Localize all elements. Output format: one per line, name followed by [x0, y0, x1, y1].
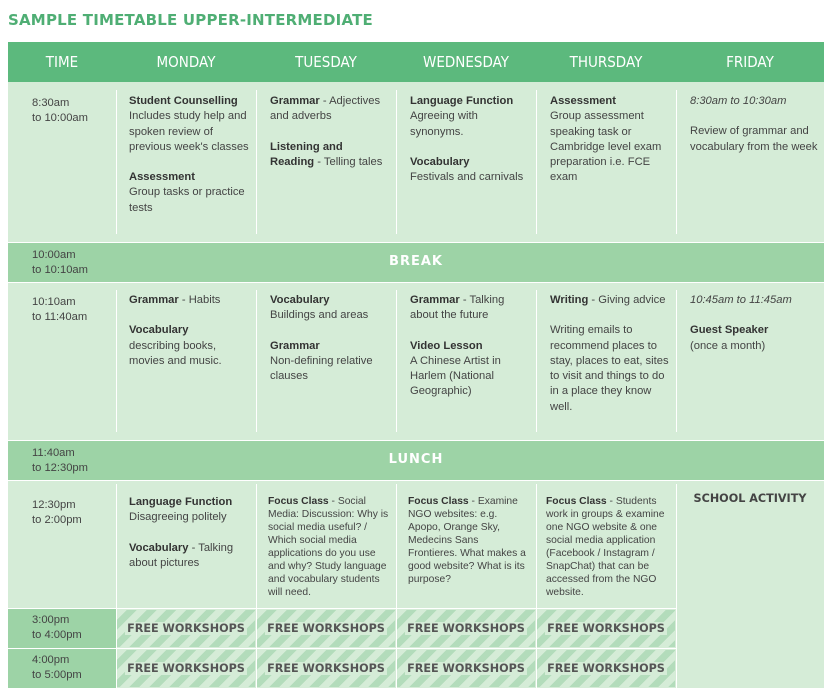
lunch-label: LUNCH — [388, 452, 444, 467]
slot1-friday: 8:30am to 10:30am Review of grammar and vocabulary from the week — [690, 95, 818, 153]
slot2-monday: Grammar - Habits Vocabulary describing books, movies and music. — [129, 294, 222, 367]
slot1-monday: Student Counselling Includes study help and spoken review of previous week's classes Assessment Group tasks or practice tests — [129, 95, 249, 214]
slot3-monday: Language Function Disagreeing politely Vocabulary - Talking about pictures — [129, 496, 234, 569]
header-tuesday: TUESDAY — [295, 53, 357, 71]
slot2-wednesday: Grammar - Talking about the future Video Lesson A Chinese Artist in Harlem (National Geographic) — [410, 294, 505, 398]
break-time: 10:00am to 10:10am — [32, 249, 88, 277]
slot3-wednesday: Focus Class - Examine NGO websites: e.g. Apopo, Orange Sky, Medecins Sans Frontieres. What makes a good website? What is its purpose? — [408, 496, 526, 585]
workshop-thursday-4pm: FREE WORKSHOPS — [537, 650, 675, 687]
header-friday: FRIDAY — [726, 53, 774, 71]
lunch-row — [8, 440, 824, 480]
slot2-time: 10:10am to 11:40am — [32, 296, 88, 324]
slot3-thursday: Focus Class - Students work in groups & examine one NGO website & one social media application (Facebook / Instagram / SnapChat) that can be accessed from the NGO website. — [546, 496, 665, 598]
slot2-friday: 10:45am to 11:45am Guest Speaker (once a month) — [690, 294, 792, 352]
school-activity: SCHOOL ACTIVITY — [693, 492, 807, 505]
slot2-thursday: Writing - Giving advice Writing emails to recommend places to stay, places to eat, sites to visit and things to do in a place they know well. — [550, 294, 669, 413]
header-thursday: THURSDAY — [569, 53, 643, 71]
slot1-tuesday: Grammar - Adjectives and adverbs Listening and Reading - Telling tales — [270, 95, 383, 168]
slot4-time: 3:00pm to 4:00pm — [32, 614, 82, 642]
workshop-wednesday-3pm: FREE WORKSHOPS — [397, 610, 535, 647]
workshop-tuesday-3pm: FREE WORKSHOPS — [257, 610, 395, 647]
workshop-wednesday-4pm: FREE WORKSHOPS — [397, 650, 535, 687]
header-wednesday: WEDNESDAY — [422, 53, 510, 71]
header-time: TIME — [45, 53, 79, 71]
slot1-wednesday: Language Function Agreeing with synonyms. Vocabulary Festivals and carnivals — [410, 95, 524, 184]
break-row — [8, 242, 824, 282]
slot2-tuesday: Vocabulary Buildings and areas Grammar Non-defining relative clauses — [270, 294, 373, 383]
slot3-time: 12:30pm to 2:00pm — [32, 499, 82, 527]
lunch-time: 11:40am to 12:30pm — [32, 447, 88, 475]
slot5-time: 4:00pm to 5:00pm — [32, 654, 82, 682]
header-monday: MONDAY — [156, 53, 216, 71]
header-row — [8, 42, 824, 82]
workshop-monday-3pm: FREE WORKSHOPS — [117, 610, 255, 647]
slot3-tuesday: Focus Class - Social Media: Discussion: Why is social media useful? / Which social media applications do you use and why? Study language and vocabulary students will need. — [268, 496, 389, 598]
slot1-thursday: Assessment Group assessment speaking task or Cambridge level exam preparation i.e. FCE exam — [550, 95, 662, 184]
slot1-time: 8:30am to 10:00am — [32, 97, 88, 125]
page-title: SAMPLE TIMETABLE UPPER-INTERMEDIATE — [8, 11, 373, 29]
break-label: BREAK — [389, 254, 443, 269]
workshop-thursday-3pm: FREE WORKSHOPS — [537, 610, 675, 647]
workshop-monday-4pm: FREE WORKSHOPS — [117, 650, 255, 687]
timetable — [8, 42, 824, 688]
workshop-tuesday-4pm: FREE WORKSHOPS — [257, 650, 395, 687]
